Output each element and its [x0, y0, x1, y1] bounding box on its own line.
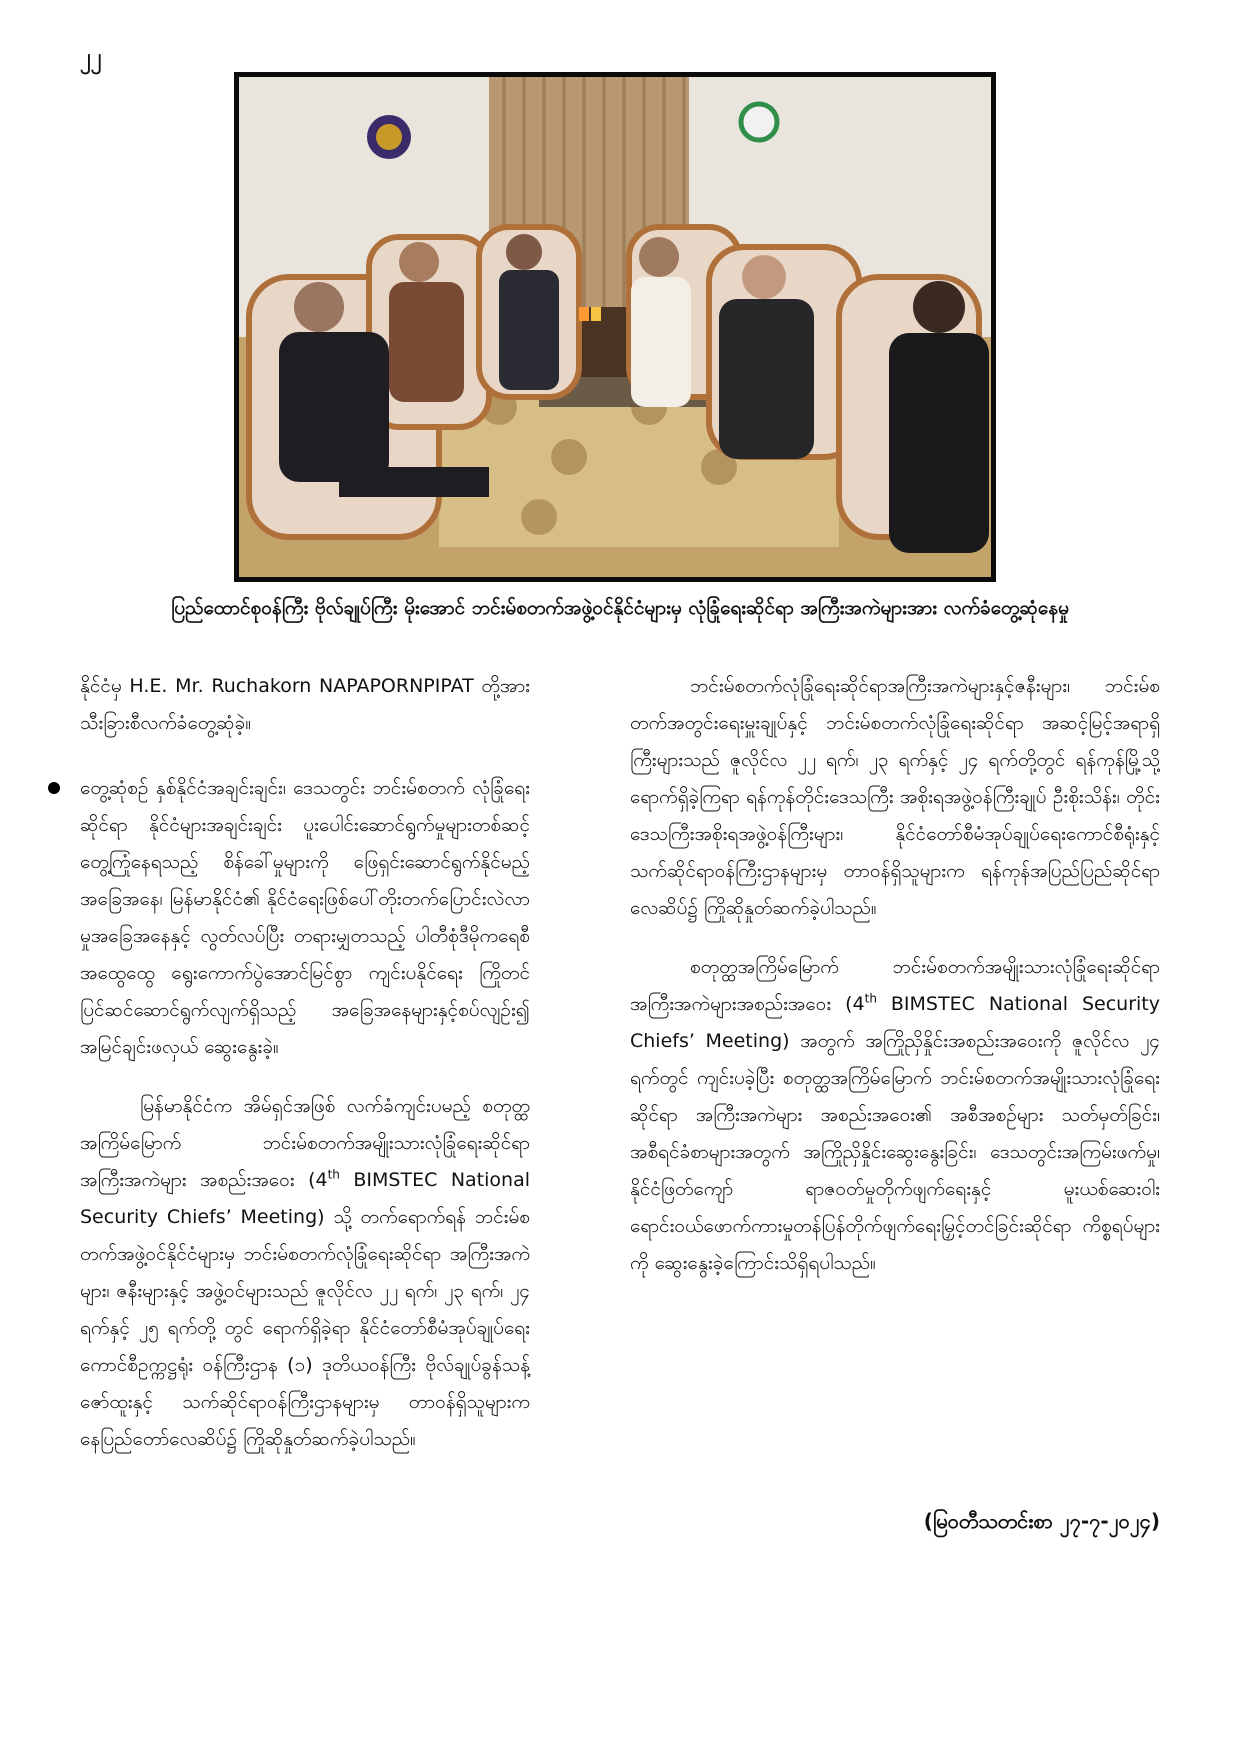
news-photo: [234, 72, 996, 582]
meeting-photo-illustration: [239, 77, 991, 577]
photo-caption: ပြည်ထောင်စုဝန်ကြီး ဗိုလ်ချုပ်ကြီး မိုးအောင် ဘင်းမ်စတက်အဖွဲ့ဝင်နိုင်ငံများမှ လုံခြုံရေးဆိုင်ရာ အကြီးအကဲများအား လက်ခံတွေ့ဆုံနေမှု: [171, 597, 1069, 619]
left-paragraph-1: နိုင်ငံမှ H.E. Mr. Ruchakorn NAPAPORNPIPAT တို့အား သီးခြားစီလက်ခံတွေ့ဆုံခဲ့။: [80, 675, 530, 734]
bullet-text: တွေ့ဆုံစဉ် နှစ်နိုင်ငံအချင်းချင်း၊ ဒေသတွင်း ဘင်းမ်စတက် လုံခြုံရေးဆိုင်ရာ နိုင်ငံများအချင်းချင်း ပူးပေါင်းဆောင်ရွက်မှုများတစ်ဆင့် တွေ့ကြုံနေရသည့် စိန်ခေါ်မှုများကို ဖြေရှင်းဆောင်ရွက်နိုင်မည့်အခြေအနေ၊ မြန်မာနိုင်ငံ၏ နိုင်ငံရေးဖြစ်ပေါ်တိုးတက်ပြောင်းလဲလာမှုအခြေအနေနှင့် လွတ်လပ်ပြီး တရားမျှတသည့် ပါတီစုံဒီမိုကရေစီအထွေထွေ ရွေးကောက်ပွဲအောင်မြင်စွာ ကျင်းပနိုင်ရေး ကြိုတင်ပြင်ဆင်ဆောင်ရွက်လျက်ရှိသည့် အခြေအနေများနှင့်စပ်လျဉ်း၍ အမြင်ချင်းဖလှယ် ဆွေးနွေးခဲ့။: [80, 777, 530, 1058]
bullet-paragraph: [80, 770, 530, 1066]
source-citation: (မြဝတီသတင်းစာ ၂၇-၇-၂၀၂၄): [923, 1509, 1160, 1533]
bullet-icon: [48, 782, 60, 794]
right-paragraph-2: စတုတ္ထအကြိမ်မြောက် ဘင်းမ်စတက်အမျိုးသားလုံခြုံရေးဆိုင်ရာအကြီးအကဲများအစည်းအဝေး (4th BIMSTEC National Security Chiefs’ Meeting) အတွက် အကြိုညှိနှိုင်းအစည်းအဝေးကို ဇူလိုင်လ ၂၄ ရက်တွင် ကျင်းပခဲ့ပြီး စတုတ္ထအကြိမ်မြောက် ဘင်းမ်စတက်အမျိုးသားလုံခြုံရေးဆိုင်ရာ အကြီးအကဲများ အစည်းအဝေး၏ အစီအစဉ်များ သတ်မှတ်ခြင်း၊ အစီရင်ခံစာများအတွက် အကြိုညှိနှိုင်းဆွေးနွေးခြင်း၊ ဒေသတွင်းအကြမ်းဖက်မှု၊ နိုင်ငံဖြတ်ကျော် ရာဇဝတ်မှုတိုက်ဖျက်ရေးနှင့် မူးယစ်ဆေးဝါးရောင်းဝယ်ဖောက်ကားမှုတန်ပြန်တိုက်ဖျက်ရေးမြှင့်တင်ခြင်းဆိုင်ရာ ကိစ္စရပ်များကို ဆွေးနွေးခဲ့ကြောင်းသိရှိရပါသည်။: [630, 956, 1160, 1274]
page-number: ၂၂: [80, 45, 102, 70]
left-paragraph-3: မြန်မာနိုင်ငံက အိမ်ရှင်အဖြစ် လက်ခံကျင်းပမည့် စတုတ္ထအကြိမ်မြောက် ဘင်းမ်စတက်အမျိုးသားလုံခြုံရေးဆိုင်ရာအကြီးအကဲများ အစည်းအဝေး (4th BIMSTEC National Security Chiefs’ Meeting) သို့ တက်ရောက်ရန် ဘင်းမ်စတက်အဖွဲ့ဝင်နိုင်ငံများမှ ဘင်းမ်စတက်လုံခြုံရေးဆိုင်ရာ အကြီးအကဲများ၊ ဇနီးများနှင့် အဖွဲ့ဝင်များသည် ဇူလိုင်လ ၂၂ ရက်၊ ၂၃ ရက်၊ ၂၄ ရက်နှင့် ၂၅ ရက်တို့ တွင် ရောက်ရှိခဲ့ရာ နိုင်ငံတော်စီမံအုပ်ချုပ်ရေးကောင်စီဥက္ကဋ္ဌရုံး ဝန်ကြီးဌာန (၁) ဒုတိယဝန်ကြီး ဗိုလ်ချုပ်ခွန်သန့်ဇော်ထူးနှင့် သက်ဆိုင်ရာဝန်ကြီးဌာနများမှ တာဝန်ရှိသူများက နေပြည်တော်လေဆိပ်၌ ကြိုဆိုနှုတ်ဆက်ခဲ့ပါသည်။: [80, 1095, 530, 1450]
bimstec-logo: [741, 104, 777, 140]
article-left-column: [80, 668, 530, 1458]
right-paragraph-1: ဘင်းမ်စတက်လုံခြုံရေးဆိုင်ရာအကြီးအကဲများနှင့်ဇနီးများ၊ ဘင်းမ်စတက်အတွင်းရေးမှူးချုပ်နှင့် ဘင်းမ်စတက်လုံခြုံရေးဆိုင်ရာ အဆင့်မြင့်အရာရှိကြီးများသည် ဇူလိုင်လ ၂၂ ရက်၊ ၂၃ ရက်နှင့် ၂၄ ရက်တို့တွင် ရန်ကုန်မြို့သို့ ရောက်ရှိခဲ့ကြရာ ရန်ကုန်တိုင်းဒေသကြီး အစိုးရအဖွဲ့ဝန်ကြီးချုပ် ဦးစိုးသိန်း၊ တိုင်းဒေသကြီးအစိုးရအဖွဲ့ဝန်ကြီးများ၊ နိုင်ငံတော်စီမံအုပ်ချုပ်ရေးကောင်စီရုံးနှင့် သက်ဆိုင်ရာဝန်ကြီးဌာနများမှ တာဝန်ရှိသူများက ရန်ကုန်အပြည်ပြည်ဆိုင်ရာလေဆိပ်၌ ကြိုဆိုနှုတ်ဆက်ခဲ့ပါသည်။: [630, 675, 1160, 919]
article-right-column: [630, 668, 1160, 1282]
